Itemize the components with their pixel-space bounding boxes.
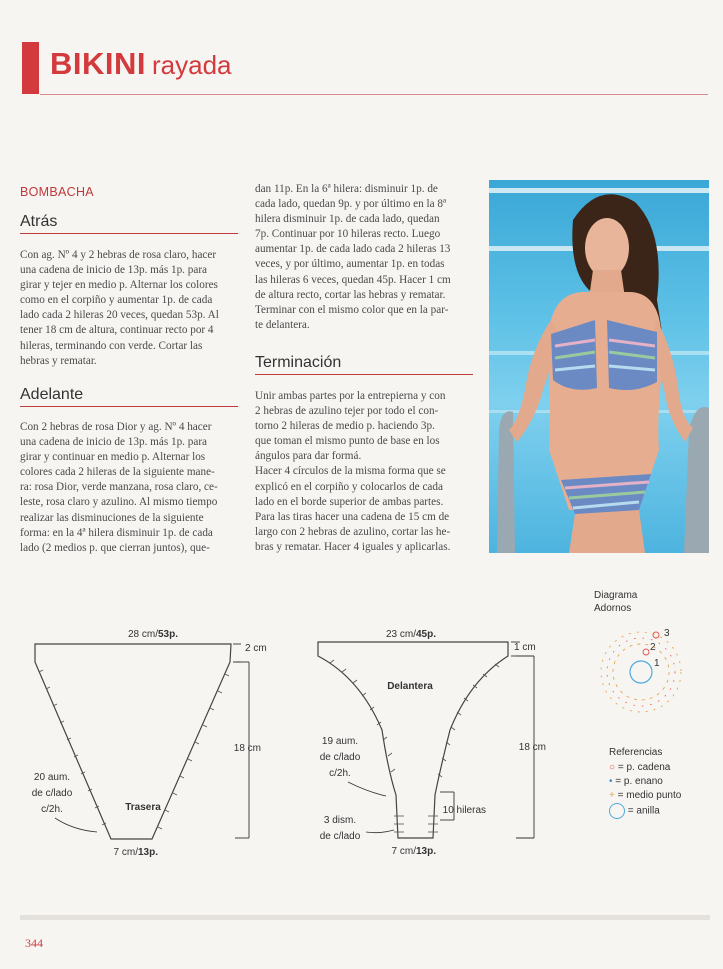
text-line: Terminar con el mismo color que en la par-: [255, 303, 449, 316]
delantera-dism-arrow: [366, 830, 394, 833]
text-line: Unir ambas partes por la entrepierna y con: [255, 390, 446, 402]
reference-item: [609, 775, 681, 789]
text-line: ra: rosa Dior, verde manzana, rosa claro, ce-: [20, 481, 218, 494]
delantera-right-height: 18 cm: [518, 742, 546, 753]
text-line: hebras y rematar.: [20, 354, 97, 367]
text-line: como en el corpiño y aumentar 1p. de cada: [20, 294, 213, 307]
delantera-top-width: 23 cm/: [385, 629, 416, 640]
text-line: explicó en el corpiño y colocarlos de cada: [255, 480, 443, 493]
delantera-aum-line: c/2h.: [329, 768, 351, 779]
reference-item: [609, 803, 681, 819]
text-line: lado en el borde superior de ambas partes.: [255, 495, 444, 508]
adelante-heading-rule: [20, 406, 238, 407]
terminacion-heading: Terminación: [255, 354, 342, 371]
bikini-photo: [489, 180, 709, 553]
text-line: aumentar 1p. de cada lado cada 2 hileras 13: [255, 243, 451, 256]
text-line: realizar las disminuciones de la siguiente: [20, 511, 204, 524]
text-line: leste, rosa claro y azulino. Al mismo tiempo: [20, 496, 218, 509]
delantera-aum-arrow: [348, 782, 386, 796]
medio-punto-icon: +: [609, 790, 615, 801]
terminacion-text: [255, 389, 473, 555]
trasera-right-height: 18 cm: [233, 743, 261, 754]
title-accent-bar: [22, 42, 39, 94]
delantera-rows-label: 10 hileras: [442, 805, 486, 816]
delantera-label: Delantera: [387, 681, 433, 692]
trasera-note-arrow: [55, 818, 97, 832]
adornos-title: [594, 589, 637, 615]
references-title: Referencias: [609, 747, 663, 758]
reference-text: = anilla: [627, 805, 660, 817]
reference-text: = p. enano: [615, 776, 663, 787]
text-line: hilera disminuir 1p. de cada lado, quedan: [255, 213, 440, 226]
atras-text: [20, 248, 238, 369]
text-line: Hacer 4 círculos de la misma forma que se: [255, 465, 446, 478]
adornos-number: 2: [650, 642, 656, 653]
adelante-text: [20, 420, 238, 556]
adornos-title-line: Diagrama: [594, 590, 638, 601]
delantera-bottom-points: 13p.: [416, 846, 437, 857]
reference-text: = medio punto: [617, 790, 682, 801]
text-line: hileras, terminando con verde. Cortar las: [20, 339, 203, 352]
section-label: BOMBACHA: [20, 185, 94, 199]
photo-illustration: [489, 180, 709, 553]
delantera-aum-line: de c/lado: [319, 752, 361, 763]
delantera-right-top: 1 cm: [514, 642, 536, 653]
text-line: bras y rematar. Hacer 4 iguales y aplicarlas.: [255, 540, 451, 553]
references-list: [609, 761, 681, 819]
text-line: Para las tiras hacer una cadena de 15 cm de: [255, 510, 450, 523]
enano-icon: •: [609, 776, 613, 787]
delantera-diagram: [290, 620, 550, 865]
text-line: forma: en la 4ª hilera disminuir 1p. de cada: [20, 526, 213, 539]
text-line: Con 2 hebras de rosa Dior y ag. Nº 4 hacer: [20, 421, 212, 433]
cadena-icon: ○: [609, 762, 616, 773]
trasera-bottom-points: 13p.: [138, 847, 159, 858]
title-main: BIKINI: [50, 46, 146, 81]
adornos-number: 1: [654, 658, 660, 669]
trasera-top-points: 53p.: [158, 629, 179, 640]
text-line: colores cada 2 hileras de la siguiente mane-: [20, 466, 215, 479]
text-line: veces, y por último, aumentar 1p. en todas: [255, 258, 445, 271]
delantera-aum-line: 19 aum.: [321, 736, 359, 747]
trasera-top-width: 28 cm/: [127, 629, 158, 640]
text-line: 2 hebras de azulino tejer por todo el con-: [255, 405, 439, 418]
page-number: 344: [25, 936, 43, 950]
text-line: de altura recto, cortar las hebras y rematar.: [255, 288, 446, 301]
text-line: girar y tejer en medio p. Alternar los colores: [20, 279, 218, 292]
text-line: una cadena de inicio de 13p. más 1p. para: [20, 436, 208, 449]
title-sub: rayada: [152, 50, 232, 80]
atras-heading-rule: [20, 233, 238, 234]
trasera-diagram: [15, 620, 275, 865]
text-line: lado cada 2 hileras 20 veces, quedan 53p. Al: [20, 309, 219, 322]
text-line: una cadena de inicio de 13p. más 1p. para: [20, 264, 208, 277]
adornos-number: 3: [664, 628, 670, 639]
trasera-bottom-width: 7 cm/: [113, 847, 138, 858]
page-title: [50, 46, 232, 82]
delantera-top-points: 45p.: [416, 629, 437, 640]
anilla-icon: [609, 803, 625, 819]
trasera-right-top: 2 cm: [245, 643, 267, 654]
text-line: que toman el mismo punto de base en los: [255, 435, 440, 448]
adornos-diagram: [594, 622, 694, 722]
delantera-dism-line: de c/lado: [319, 831, 361, 842]
text-line: cada lado, quedan 9p. y por último en la 8ª: [255, 198, 447, 211]
terminacion-heading-rule: [255, 374, 473, 375]
text-line: tener 18 cm de altura, continuar recto por 4: [20, 324, 214, 337]
text-line: ángulos para dar formá.: [255, 450, 362, 463]
text-line: te delantera.: [255, 318, 310, 331]
text-line: torno 2 hileras de medio p. haciendo 3p.: [255, 420, 435, 433]
delantera-dism-line: 3 dism.: [323, 815, 357, 826]
trasera-note-line: 20 aum.: [33, 772, 71, 783]
footer-rule: [20, 915, 710, 920]
reference-item: [609, 761, 681, 775]
delantera-bottom-width: 7 cm/: [391, 846, 416, 857]
text-line: girar y continuar en medio p. Alternar los: [20, 451, 206, 464]
adornos-title-line: Adornos: [594, 603, 632, 614]
title-rule: [40, 94, 708, 95]
text-line: 7p. Continuar por 10 hileras recto. Luego: [255, 228, 441, 241]
column2-text: [255, 182, 473, 333]
trasera-note-line: c/2h.: [41, 804, 63, 815]
text-line: las hileras 6 veces, quedan 45p. Hacer 1 cm: [255, 273, 451, 286]
atras-heading: Atrás: [20, 213, 58, 230]
trasera-label: Trasera: [125, 802, 161, 813]
text-line: lado (2 medios p. que cierran juntos), que-: [20, 541, 210, 554]
adelante-heading: Adelante: [20, 386, 84, 403]
reference-item: [609, 789, 681, 803]
text-line: dan 11p. En la 6ª hilera: disminuir 1p. de: [255, 183, 438, 195]
text-line: largo con 2 hebras de azulino, cortar las he-: [255, 525, 451, 538]
trasera-note-line: de c/lado: [31, 788, 73, 799]
reference-text: = p. cadena: [617, 762, 671, 773]
text-line: Con ag. Nº 4 y 2 hebras de rosa claro, hacer: [20, 249, 217, 261]
